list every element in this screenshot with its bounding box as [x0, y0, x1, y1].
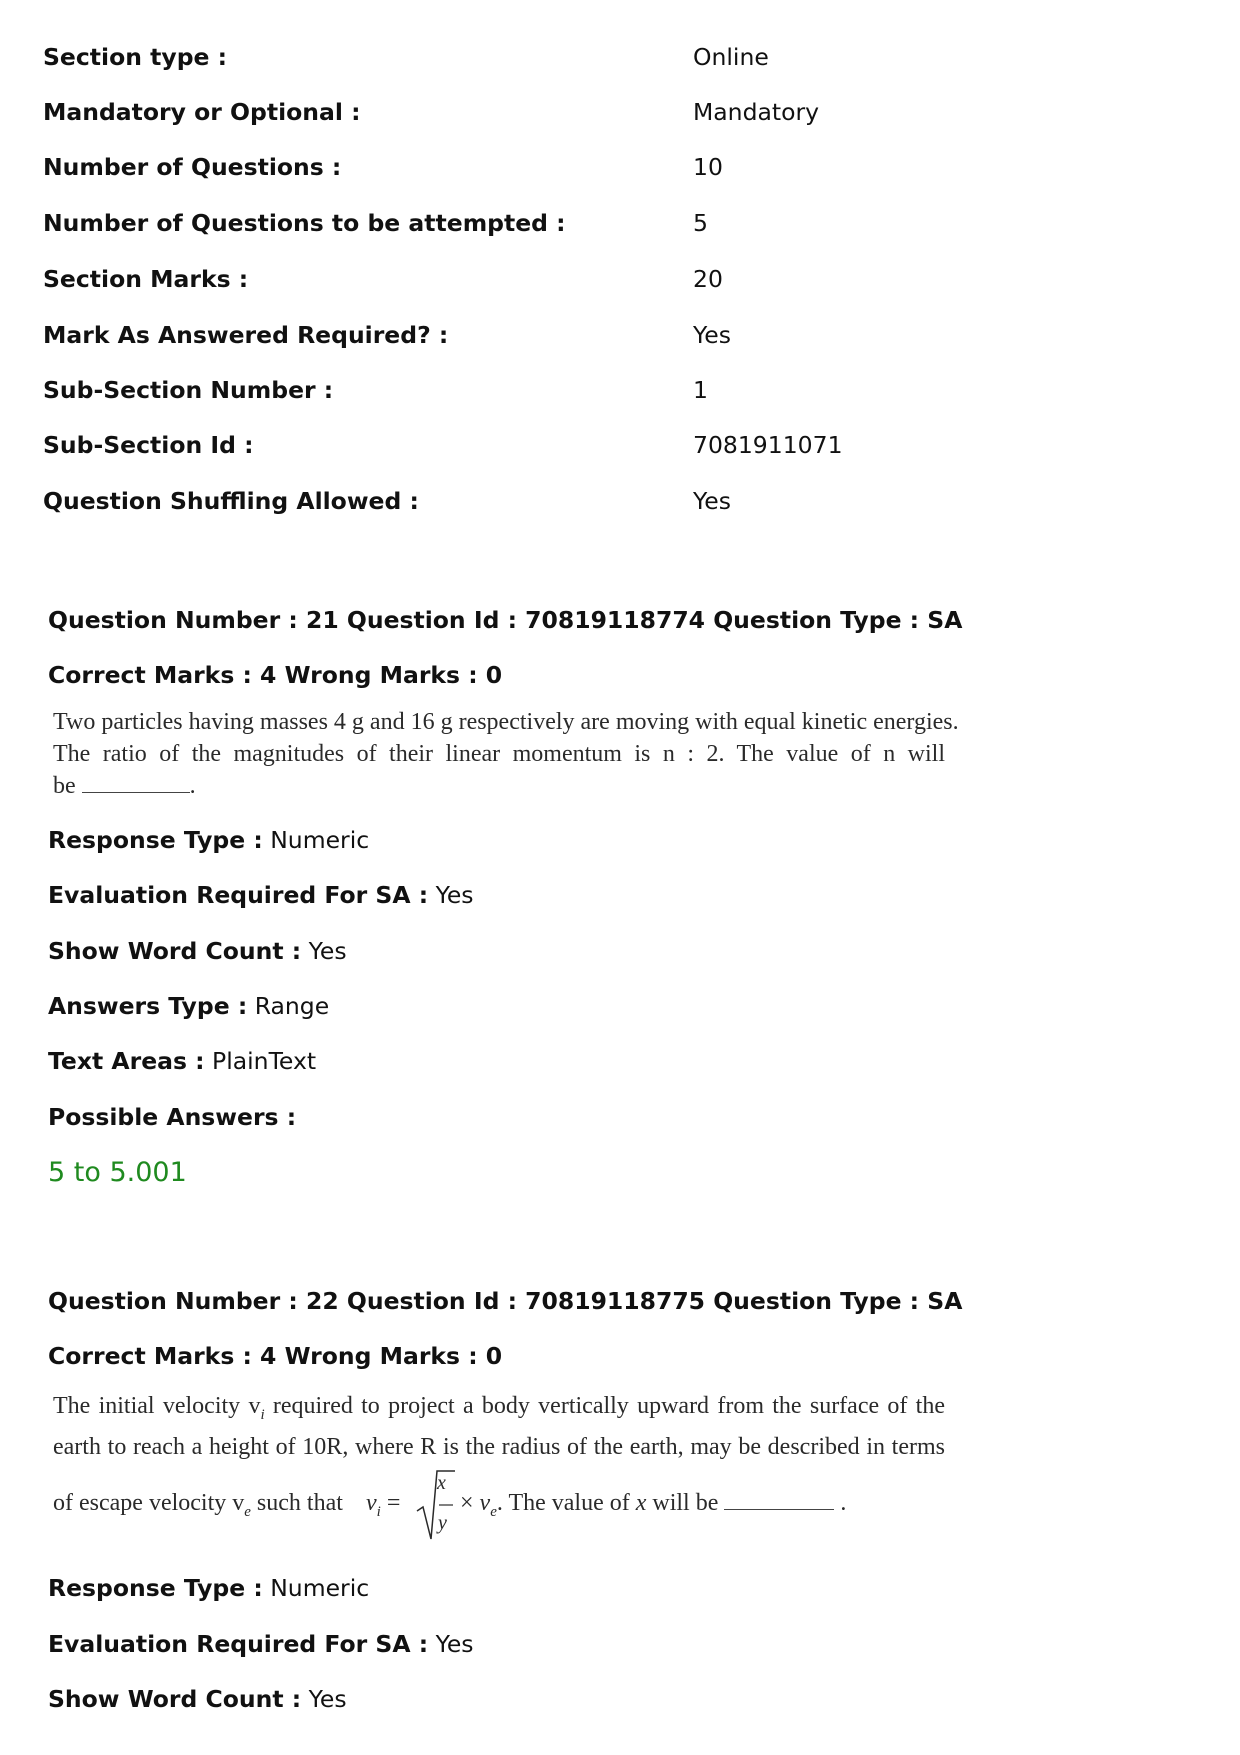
question-text-fragment: will be [652, 1489, 719, 1516]
evaluation-label: Evaluation Required For SA : [48, 881, 429, 909]
sub-section-id-row [43, 425, 1193, 465]
section-marks-value: 20 [693, 265, 723, 293]
question-text-fragment: such that [250, 1489, 343, 1516]
response-type-row [48, 822, 369, 858]
question-text-line [53, 1390, 945, 1431]
num-questions-row [43, 147, 1193, 187]
shuffling-value: Yes [693, 487, 731, 515]
num-attempt-row [43, 203, 1193, 243]
text-areas-label: Text Areas : [48, 1047, 205, 1075]
question-text-fragment: required to project a body vertically upward from the surface of the [264, 1393, 945, 1419]
question-text-fragment: . The value of [496, 1489, 630, 1516]
formula-text-right [460, 1487, 846, 1528]
word-count-value: Yes [308, 937, 347, 965]
square-root-icon [415, 1469, 455, 1543]
question-text [53, 706, 959, 802]
mandatory-row [43, 92, 1193, 132]
question-text-var: x [635, 1489, 647, 1516]
possible-answers-row [48, 1099, 296, 1135]
question-marks: Correct Marks : 4 Wrong Marks : 0 [48, 1342, 503, 1370]
word-count-row [48, 933, 347, 969]
word-count-row [48, 1681, 347, 1717]
formula-lhs [366, 1487, 400, 1528]
word-count-value: Yes [308, 1685, 347, 1713]
evaluation-value: Yes [435, 881, 474, 909]
num-attempt-label: Number of Questions to be attempted : [43, 209, 566, 237]
formula-var: v [479, 1489, 491, 1516]
possible-answer-value: 5 to 5.001 [48, 1157, 187, 1188]
mandatory-label: Mandatory or Optional : [43, 98, 361, 126]
mark-answered-label: Mark As Answered Required? : [43, 321, 449, 349]
formula-sub: i [376, 1503, 381, 1520]
word-count-label: Show Word Count : [48, 1685, 302, 1713]
question-text-fragment: . [840, 1489, 847, 1516]
question-text-fragment: of escape velocity v [53, 1489, 245, 1516]
response-type-value: Numeric [270, 826, 370, 854]
sub-section-id-label: Sub-Section Id : [43, 431, 254, 459]
num-questions-label: Number of Questions : [43, 153, 342, 181]
shuffling-row [43, 481, 1193, 521]
section-marks-label: Section Marks : [43, 265, 249, 293]
response-type-value: Numeric [270, 1574, 370, 1602]
num-questions-value: 10 [693, 153, 723, 181]
response-type-label: Response Type : [48, 1574, 263, 1602]
text-areas-value: PlainText [212, 1047, 317, 1075]
formula-numerator: x [437, 1471, 446, 1494]
formula-var: v [366, 1489, 377, 1516]
sub-section-id-value: 7081911071 [693, 431, 843, 459]
question-header: Question Number : 21 Question Id : 70819118774 Question Type : SA [48, 606, 963, 634]
shuffling-label: Question Shuffling Allowed : [43, 487, 419, 515]
evaluation-row [48, 877, 474, 913]
question-marks: Correct Marks : 4 Wrong Marks : 0 [48, 661, 503, 689]
formula-times: × [460, 1489, 474, 1516]
answer-blank [82, 778, 190, 793]
formula-text-left [53, 1487, 343, 1528]
section-type-label: Section type : [43, 43, 228, 71]
question-text-line: Two particles having masses 4 g and 16 g respectively are moving with equal kinetic energies. [53, 709, 959, 735]
formula-line [53, 1463, 945, 1543]
mark-answered-value: Yes [693, 321, 731, 349]
question-text-sub: e [244, 1503, 251, 1520]
question-text-line: The ratio of the magnitudes of their linear momentum is n : 2. The value of n will [53, 741, 945, 767]
formula-equals: = [386, 1489, 401, 1516]
num-attempt-value: 5 [693, 209, 708, 237]
possible-answers-label: Possible Answers : [48, 1103, 297, 1131]
section-type-row [43, 37, 1193, 77]
question-text [53, 1390, 945, 1543]
question-header: Question Number : 22 Question Id : 70819118775 Question Type : SA [48, 1287, 963, 1315]
formula-denominator: y [438, 1511, 447, 1534]
evaluation-label: Evaluation Required For SA : [48, 1630, 429, 1658]
question-text-sub: i [260, 1406, 265, 1423]
text-areas-row [48, 1043, 316, 1079]
mark-answered-row [43, 315, 1193, 355]
formula-sub: e [490, 1503, 497, 1520]
mandatory-value: Mandatory [693, 98, 820, 126]
question-text-line: earth to reach a height of 10R, where R is the radius of the earth, may be described in terms [53, 1433, 945, 1460]
sub-section-number-label: Sub-Section Number : [43, 376, 334, 404]
sub-section-number-value: 1 [693, 376, 708, 404]
evaluation-row [48, 1626, 474, 1662]
section-marks-row [43, 259, 1193, 299]
question-text-fragment: be [53, 773, 76, 799]
section-type-value: Online [693, 43, 769, 71]
answers-type-label: Answers Type : [48, 992, 248, 1020]
answer-blank [724, 1495, 834, 1510]
response-type-row [48, 1570, 369, 1606]
sub-section-number-row [43, 370, 1193, 410]
answers-type-row [48, 988, 329, 1024]
response-type-label: Response Type : [48, 826, 263, 854]
question-text-line: be . [53, 773, 196, 799]
question-text-fragment: The initial velocity v [53, 1393, 261, 1419]
word-count-label: Show Word Count : [48, 937, 302, 965]
evaluation-value: Yes [435, 1630, 474, 1658]
answers-type-value: Range [254, 992, 330, 1020]
